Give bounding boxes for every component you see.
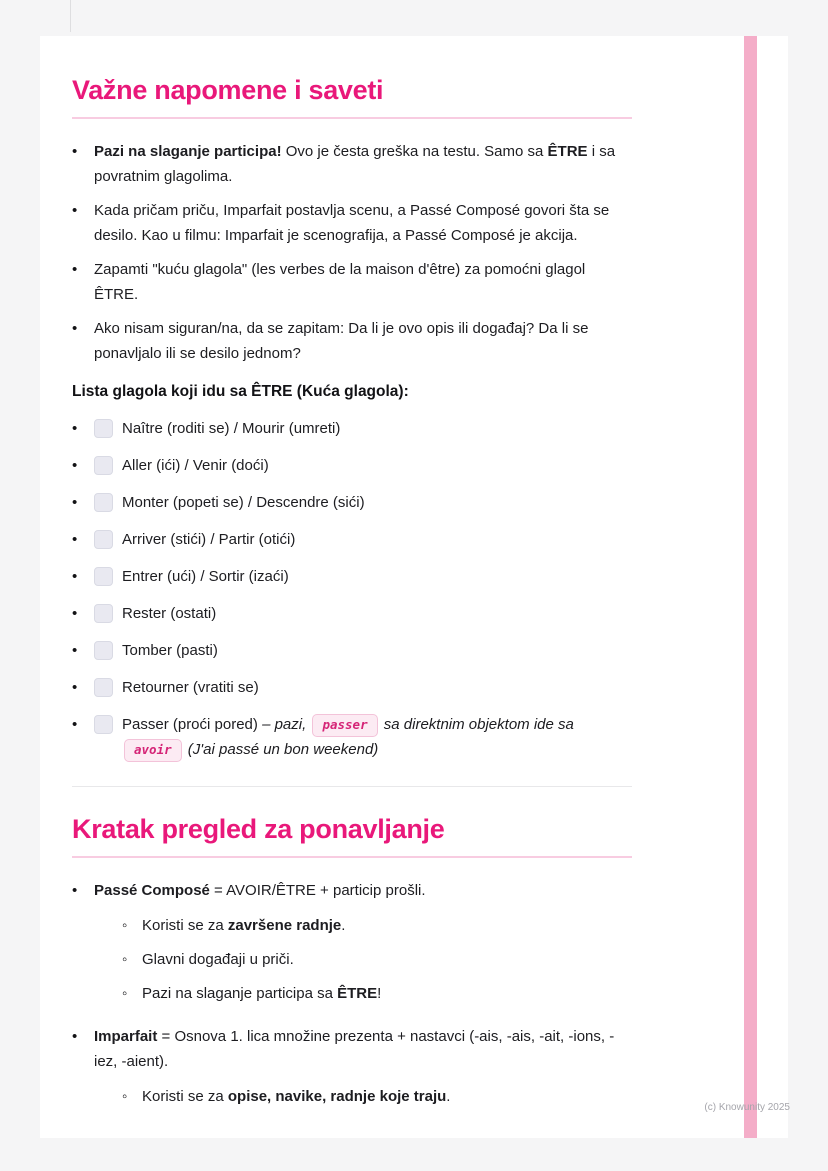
checkbox-unchecked[interactable] (94, 493, 113, 512)
list-item (72, 1024, 632, 1118)
text-segment-bold: ÊTRE (337, 985, 378, 1002)
sub-list-item (122, 981, 632, 1006)
checklist-item (72, 527, 632, 552)
checklist-item (72, 564, 632, 589)
bullet-marker: • (72, 457, 78, 474)
sub-bullet-marker: ◦ (122, 1088, 128, 1105)
sub-item-text (142, 1084, 450, 1109)
bullet-marker: • (72, 261, 78, 278)
list-item-text (94, 257, 632, 307)
sub-list-item (122, 1084, 632, 1109)
text-segment: Entrer (ući) / Sortir (izaći) (122, 568, 289, 585)
section-title-review: Kratak pregled za ponavljanje (72, 814, 445, 844)
inline-code-passer: passer (312, 714, 377, 737)
list-item-text (94, 878, 632, 1015)
checkbox-unchecked[interactable] (94, 567, 113, 586)
checklist-item (72, 638, 632, 663)
bullet-marker: • (72, 679, 78, 696)
section-notes (72, 74, 632, 762)
text-segment-bold: Pazi na slaganje participa! (94, 143, 282, 160)
title-underline (72, 856, 632, 858)
sub-list-item (122, 913, 632, 938)
verb-text (122, 416, 632, 441)
checkbox-unchecked[interactable] (94, 456, 113, 475)
sub-item-text (142, 981, 381, 1006)
bullet-marker: • (72, 531, 78, 548)
text-segment-bold: Passé Composé (94, 882, 210, 899)
text-segment-italic: sa direktnim objektom ide sa (379, 716, 574, 733)
list-item-line (94, 878, 632, 903)
verb-text (122, 527, 632, 552)
checkbox-unchecked[interactable] (94, 530, 113, 549)
text-segment: Pazi na slaganje participa sa (142, 985, 338, 1002)
text-segment-italic: – pazi, (262, 716, 311, 733)
text-segment: Ako nisam siguran/na, da se zapitam: Da li je ovo opis ili događaj? Da li se ponavljalo ili se desilo jednom? (94, 320, 589, 362)
verb-text (122, 601, 632, 626)
text-segment: Glavni događaji u priči. (142, 951, 294, 968)
text-segment: Retourner (vratiti se) (122, 679, 259, 696)
bullet-marker: • (72, 202, 78, 219)
list-item-line (94, 1024, 632, 1074)
watermark-text: (c) Knowunity 2025 (704, 1102, 790, 1113)
bullet-marker: • (72, 605, 78, 622)
text-segment: . (341, 917, 346, 934)
text-segment-bold: Imparfait (94, 1028, 158, 1045)
previous-page-edge-line (70, 0, 71, 32)
page-edge-stripe (744, 36, 757, 1138)
text-segment: ! (377, 985, 382, 1002)
list-item-text (94, 139, 632, 189)
text-segment: Ovo je česta greška na testu. Samo sa (281, 143, 548, 160)
checkbox-unchecked[interactable] (94, 715, 113, 734)
text-segment-bold: ÊTRE (547, 143, 588, 160)
list-item (72, 316, 632, 366)
list-item-text (94, 1024, 632, 1118)
checkbox-unchecked[interactable] (94, 678, 113, 697)
section-divider (72, 786, 632, 787)
list-item-text (94, 198, 632, 248)
text-segment: Koristi se za (142, 1088, 228, 1105)
inline-code-avoir: avoir (124, 739, 182, 762)
verbs-checklist (72, 416, 632, 762)
bullet-marker: • (72, 642, 78, 659)
text-segment: Tomber (pasti) (122, 642, 218, 659)
verb-text (122, 638, 632, 663)
text-segment: i sa povratnim glagolima. (94, 143, 616, 185)
checklist-item (72, 675, 632, 700)
sub-list-item (122, 947, 632, 972)
sub-item-text (142, 947, 294, 972)
section-review (72, 813, 632, 1118)
text-segment: Naître (roditi se) / Mourir (umreti) (122, 420, 341, 437)
text-segment: Arriver (stići) / Partir (otići) (122, 531, 296, 548)
sub-bullet-marker: ◦ (122, 917, 128, 934)
review-sublist (122, 1084, 632, 1109)
sub-item-text (142, 913, 345, 938)
text-segment-italic: (J'ai passé un bon weekend) (183, 741, 379, 758)
checklist-item (72, 416, 632, 441)
verb-text (122, 675, 632, 700)
list-item (72, 139, 632, 189)
bullet-marker: • (72, 143, 78, 160)
bullet-marker: • (72, 568, 78, 585)
checklist-item (72, 601, 632, 626)
verb-text (122, 490, 632, 515)
checklist-item (72, 490, 632, 515)
review-bullet-list (72, 878, 632, 1118)
sub-bullet-marker: ◦ (122, 985, 128, 1002)
verb-text (122, 453, 632, 478)
text-segment: = AVOIR/ÊTRE + particip prošli. (209, 882, 426, 899)
bullet-marker: • (72, 882, 78, 899)
bullet-marker: • (72, 420, 78, 437)
title-underline (72, 117, 632, 119)
checklist-item (72, 712, 632, 762)
bullet-marker: • (72, 494, 78, 511)
text-segment: Rester (ostati) (122, 605, 217, 622)
checklist-item (72, 453, 632, 478)
list-item (72, 198, 632, 248)
document-page (40, 36, 788, 1138)
checkbox-unchecked[interactable] (94, 419, 113, 438)
text-segment: Aller (ići) / Venir (doći) (122, 457, 269, 474)
bullet-marker: • (72, 320, 78, 337)
section-title-notes: Važne napomene i saveti (72, 75, 384, 105)
text-segment: . (446, 1088, 451, 1105)
text-segment: Zapamti "kuću glagola" (les verbes de la maison d'être) za pomoćni glagol ÊTRE. (94, 261, 586, 303)
verbs-list-heading: Lista glagola koji idu sa ÊTRE (Kuća glagola): (72, 383, 409, 400)
checkbox-unchecked[interactable] (94, 604, 113, 623)
list-item (72, 257, 632, 307)
list-item-text (94, 316, 632, 366)
page-content (72, 74, 632, 1127)
sub-bullet-marker: ◦ (122, 951, 128, 968)
text-segment-bold: opise, navike, radnje koje traju (227, 1088, 447, 1105)
checkbox-unchecked[interactable] (94, 641, 113, 660)
text-segment: Passer (proći pored) (122, 716, 263, 733)
text-segment: Monter (popeti se) / Descendre (sići) (122, 494, 365, 511)
bullet-marker: • (72, 1028, 78, 1045)
text-segment: Kada pričam priču, Imparfait postavlja scenu, a Passé Composé govori šta se desilo. Kao u filmu: Imparfait je scenografija, a Passé Composé je akcija. (94, 202, 610, 244)
verb-text (122, 564, 632, 589)
verb-text (122, 712, 632, 762)
text-segment-bold: završene radnje (227, 917, 342, 934)
text-segment: Koristi se za (142, 917, 228, 934)
review-sublist (122, 913, 632, 1006)
notes-bullet-list (72, 139, 632, 366)
text-segment: = Osnova 1. lica množine prezenta + nastavci (-ais, -ais, -ait, -ions, -iez, -aient). (94, 1028, 615, 1070)
list-item (72, 878, 632, 1015)
bullet-marker: • (72, 716, 78, 733)
